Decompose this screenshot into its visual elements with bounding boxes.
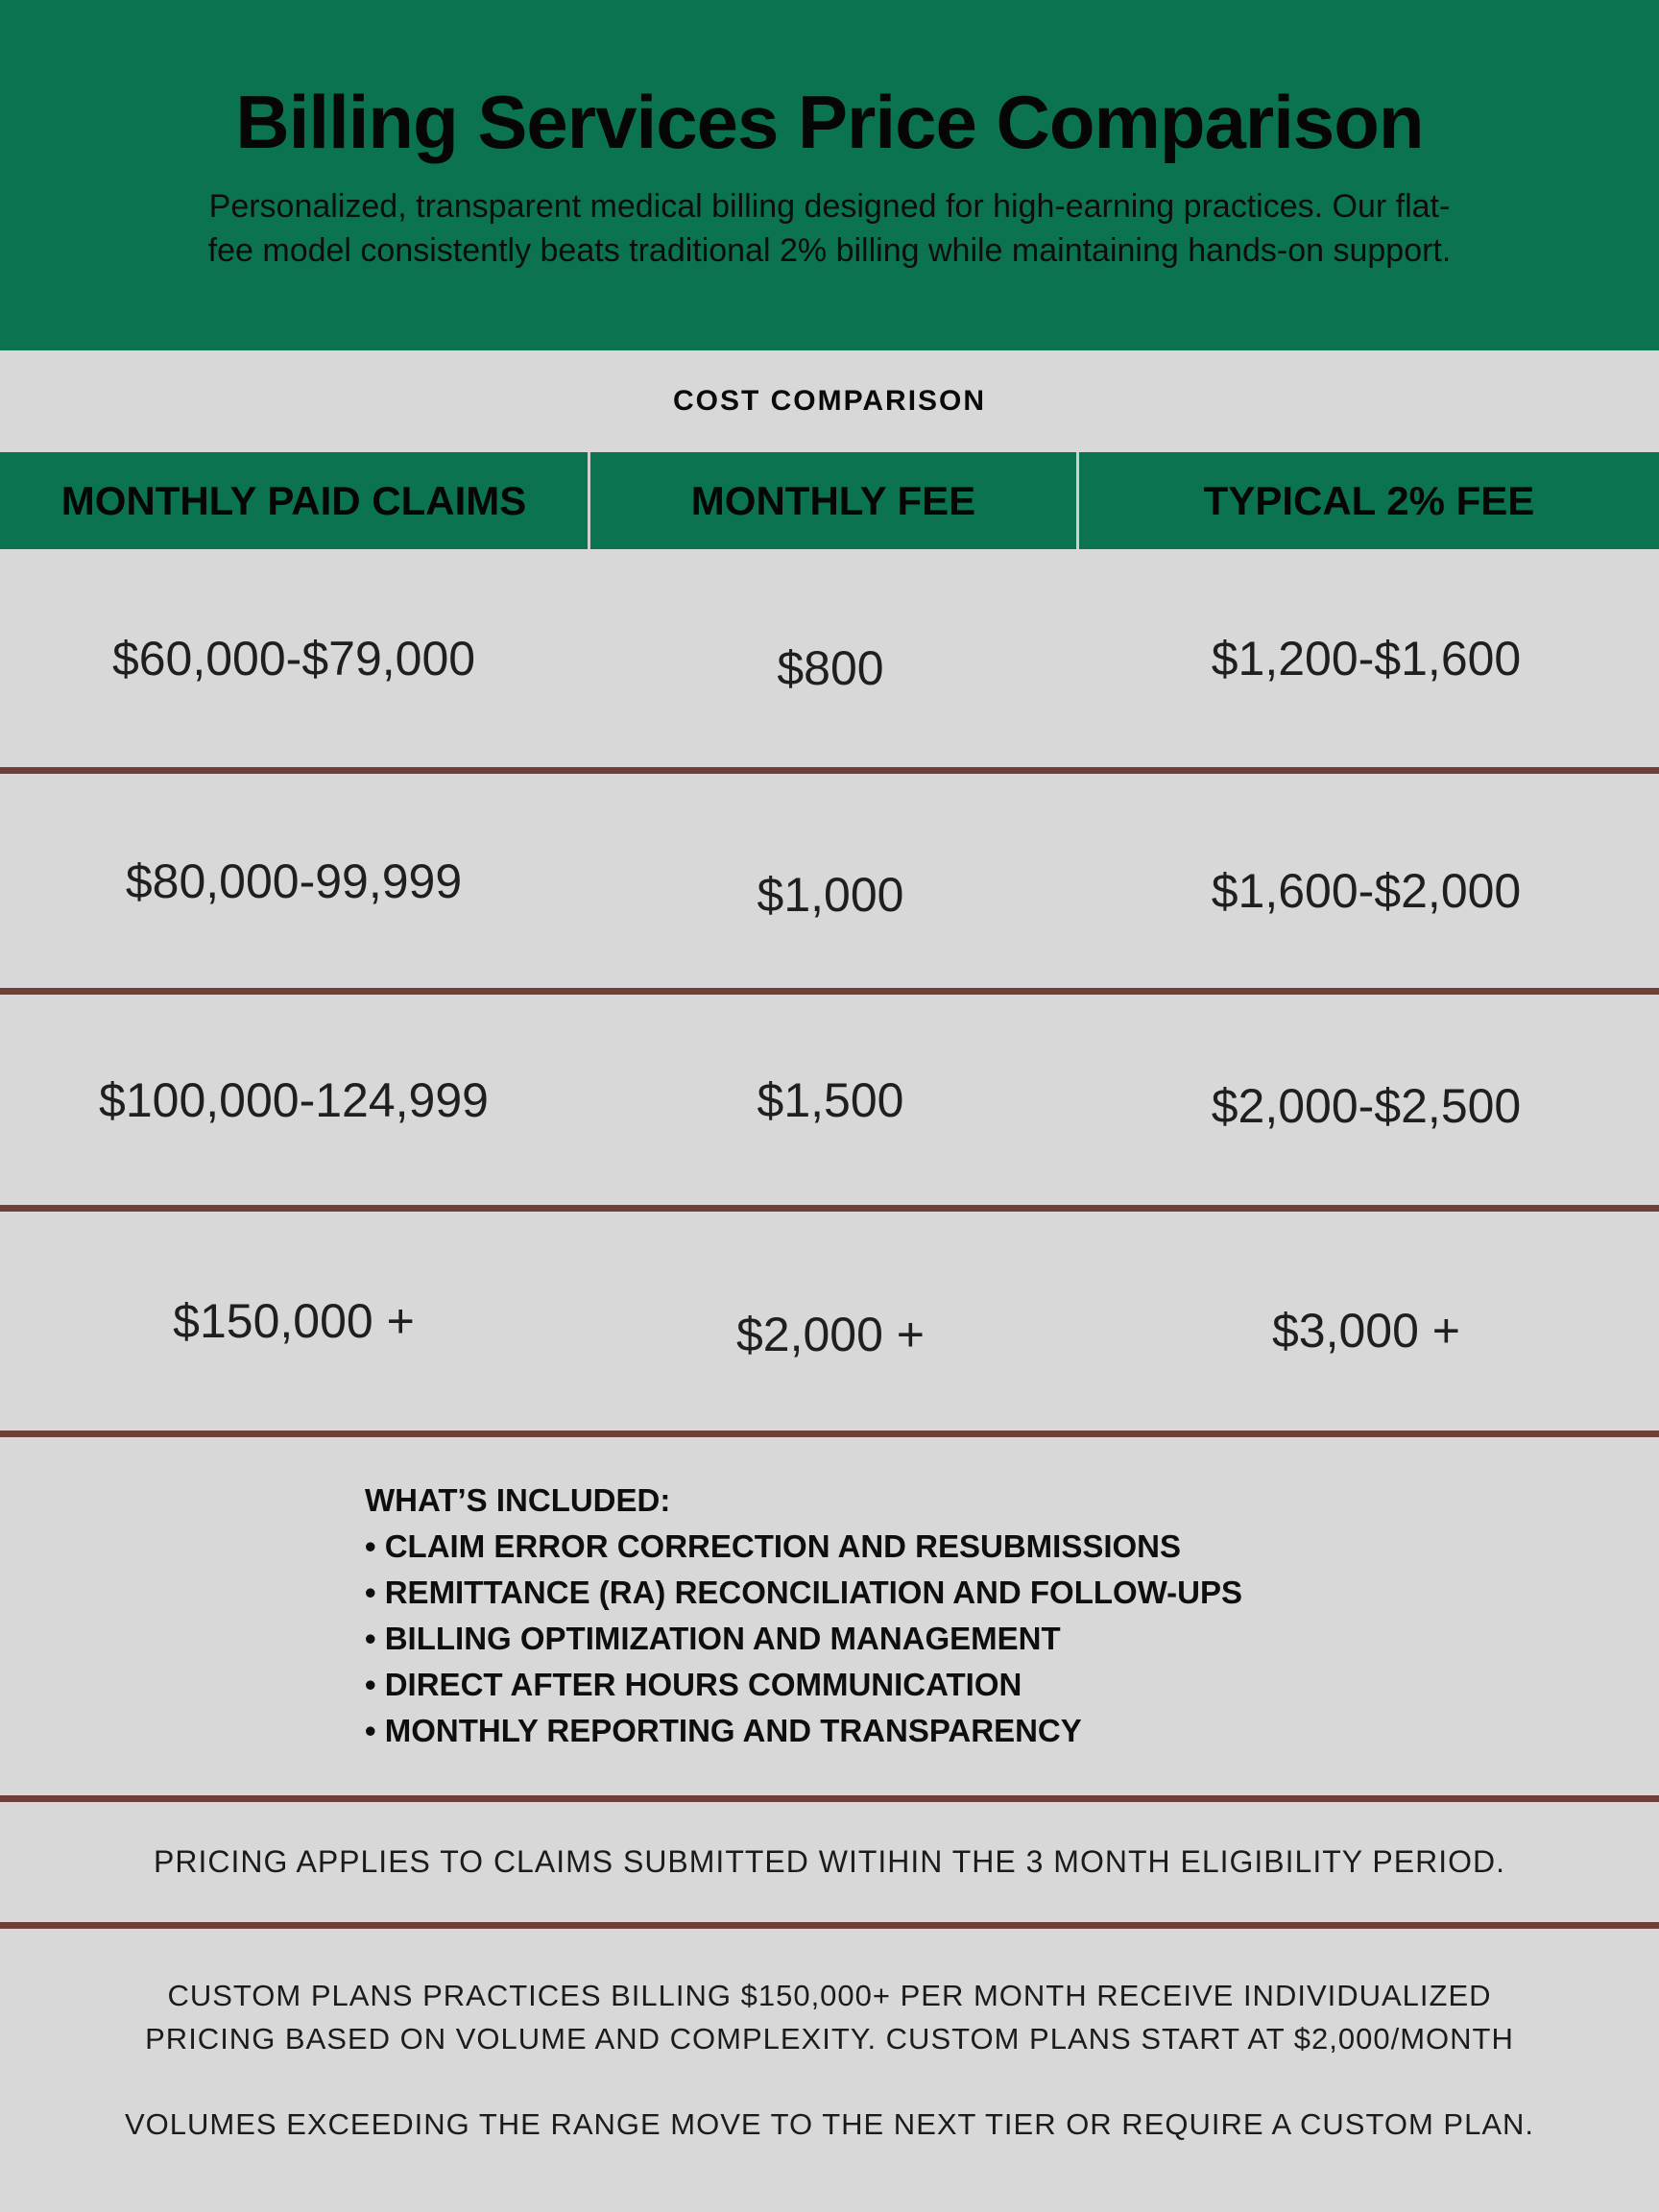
- table-header-row: [0, 452, 1659, 549]
- cell-paid-claims-tier-1: $60,000-$79,000: [111, 631, 476, 685]
- cell-monthly-fee-tier-2: $1,000: [757, 867, 904, 922]
- cell-monthly-fee-tier-1: $800: [777, 640, 884, 695]
- hero-subtitle-line-2: fee model consistently beats traditional 2% billing while maintaining hands-on support.: [207, 232, 1452, 269]
- column-header-typical-2pct-fee: TYPICAL 2% FEE: [1079, 452, 1659, 549]
- table-row: [0, 995, 1659, 1205]
- whats-included-section: [0, 1437, 1659, 1795]
- eligibility-note: PRICING APPLIES TO CLAIMS SUBMITTED WITIHIN THE 3 MONTH ELIGIBILITY PERIOD.: [154, 1844, 1505, 1879]
- table-row: [0, 774, 1659, 988]
- section-divider: [0, 1922, 1659, 1929]
- included-item-billing-optimization: • BILLING OPTIMIZATION AND MANAGEMENT: [365, 1621, 1061, 1656]
- hero-subtitle-line-1: Personalized, transparent medical billing designed for high-earning practices. Our flat-: [208, 188, 1451, 225]
- cell-typical-fee-tier-2: $1,600-$2,000: [1211, 863, 1522, 918]
- cell-monthly-fee-tier-3: $1,500: [757, 1072, 904, 1127]
- hero-subtitle: [208, 184, 1452, 273]
- cell-typical-fee-tier-4: $3,000 +: [1271, 1304, 1461, 1358]
- whats-included-heading: WHAT’S INCLUDED:: [365, 1482, 671, 1518]
- volumes-note: VOLUMES EXCEEDING THE RANGE MOVE TO THE NEXT TIER OR REQUIRE A CUSTOM PLAN.: [124, 2107, 1535, 2141]
- section-label-cost-comparison: COST COMPARISON: [672, 385, 987, 417]
- included-item-claim-error: • CLAIM ERROR CORRECTION AND RESUBMISSIONS: [365, 1528, 1182, 1564]
- column-header-monthly-paid-claims: MONTHLY PAID CLAIMS: [0, 452, 588, 549]
- table-row: [0, 1212, 1659, 1431]
- cell-typical-fee-tier-3: $2,000-$2,500: [1211, 1078, 1522, 1133]
- custom-plans-section: [0, 1929, 1659, 2212]
- included-item-after-hours: • DIRECT AFTER HOURS COMMUNICATION: [365, 1667, 1022, 1702]
- hero-banner: [0, 0, 1659, 350]
- cell-paid-claims-tier-4: $150,000 +: [173, 1294, 415, 1348]
- included-item-monthly-reporting: • MONTHLY REPORTING AND TRANSPARENCY: [365, 1713, 1082, 1748]
- included-item-remittance: • REMITTANCE (RA) RECONCILIATION AND FOLLOW-UPS: [365, 1575, 1243, 1610]
- cell-monthly-fee-tier-4: $2,000 +: [735, 1308, 926, 1361]
- section-divider: [0, 1795, 1659, 1802]
- cell-typical-fee-tier-1: $1,200-$1,600: [1211, 631, 1522, 685]
- custom-plans-line-1: CUSTOM PLANS PRACTICES BILLING $150,000+ PER MONTH RECEIVE INDIVIDUALIZED: [167, 1979, 1492, 2012]
- table-row: [0, 549, 1659, 767]
- cell-paid-claims-tier-3: $100,000-124,999: [99, 1072, 489, 1127]
- page-title: Billing Services Price Comparison: [235, 80, 1424, 164]
- custom-plans-line-2: PRICING BASED ON VOLUME AND COMPLEXITY. CUSTOM PLANS START AT $2,000/MONTH: [145, 2022, 1514, 2056]
- column-header-monthly-fee: MONTHLY FEE: [590, 452, 1076, 549]
- cell-paid-claims-tier-2: $80,000-99,999: [125, 854, 463, 908]
